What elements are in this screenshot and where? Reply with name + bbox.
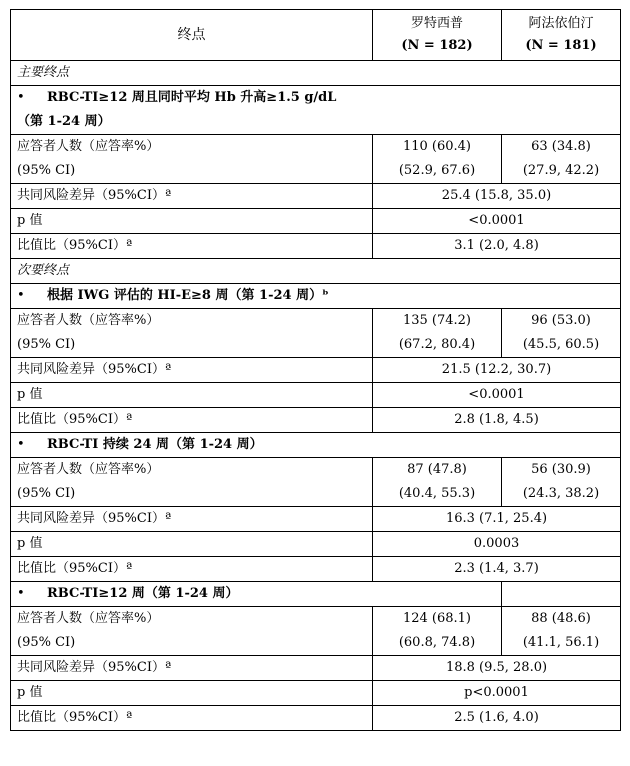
- risk-diff-value: 21.5 (12.2, 30.7): [373, 358, 621, 383]
- block-title: [11, 284, 621, 309]
- block-title-line1: RBC-TI 持续 24 周（第 1-24 周）: [47, 437, 263, 452]
- block-title-line1: RBC-TI≥12 周且同时平均 Hb 升高≥1.5 g/dL: [47, 90, 337, 105]
- ci-value-col1: (52.9, 67.6): [398, 163, 476, 178]
- block-title-row: [11, 284, 621, 309]
- section-primary: 主要终点: [11, 61, 621, 86]
- header-row: [11, 10, 621, 61]
- responders-col1: [373, 458, 502, 507]
- results-table: [10, 9, 621, 731]
- bullet-icon: •: [17, 288, 25, 303]
- odds-ratio-label: 比值比（95%CI）ª: [11, 234, 373, 259]
- odds-ratio-row: [11, 408, 621, 433]
- resp-value-col1: 110 (60.4): [402, 139, 472, 154]
- block-title: [11, 582, 502, 607]
- risk-diff-label: 共同风险差异（95%CI）ª: [11, 507, 373, 532]
- odds-ratio-value: 2.5 (1.6, 4.0): [373, 706, 621, 731]
- odds-ratio-label: 比值比（95%CI）ª: [11, 557, 373, 582]
- odds-ratio-row: [11, 557, 621, 582]
- odds-ratio-value: 3.1 (2.0, 4.8): [373, 234, 621, 259]
- p-value: <0.0001: [373, 209, 621, 234]
- responders-col1: [373, 135, 502, 184]
- section-row-secondary: [11, 259, 621, 284]
- responders-row: [11, 458, 621, 507]
- responders-col2: [502, 309, 621, 358]
- p-value: 0.0003: [373, 532, 621, 557]
- odds-ratio-row: [11, 234, 621, 259]
- header-col2-n: (N = 181): [525, 38, 597, 53]
- odds-ratio-row: [11, 706, 621, 731]
- responders-col2: [502, 458, 621, 507]
- responders-col1: [373, 309, 502, 358]
- p-value-label: p 值: [11, 209, 373, 234]
- odds-ratio-label: 比值比（95%CI）ª: [11, 706, 373, 731]
- p-value-row: [11, 383, 621, 408]
- header-col2: [502, 10, 621, 61]
- block-title-empty-cell: [502, 582, 621, 607]
- p-value: <0.0001: [373, 383, 621, 408]
- responders-label: [11, 135, 373, 184]
- risk-diff-row: [11, 358, 621, 383]
- bullet-icon: •: [17, 586, 25, 601]
- ci-label-text: (95% CI): [17, 486, 76, 501]
- resp-value-col2: 96 (53.0): [531, 313, 591, 328]
- responders-label-text: 应答者人数（应答率%）: [17, 462, 160, 477]
- responders-label: [11, 309, 373, 358]
- resp-value-col2: 88 (48.6): [531, 611, 591, 626]
- bullet-icon: •: [17, 437, 25, 452]
- responders-col2: [502, 607, 621, 656]
- p-value-row: [11, 681, 621, 706]
- risk-diff-value: 25.4 (15.8, 35.0): [373, 184, 621, 209]
- resp-value-col1: 124 (68.1): [402, 611, 472, 626]
- block-title-line1: 根据 IWG 评估的 HI-E≥8 周（第 1-24 周）ᵇ: [47, 288, 329, 303]
- resp-value-col2: 63 (34.8): [531, 139, 591, 154]
- p-value-label: p 值: [11, 532, 373, 557]
- block-title-row: [11, 433, 621, 458]
- responders-row: [11, 309, 621, 358]
- risk-diff-label: 共同风险差异（95%CI）ª: [11, 184, 373, 209]
- p-value-row: [11, 532, 621, 557]
- section-secondary: 次要终点: [11, 259, 621, 284]
- block-title-line1: RBC-TI≥12 周（第 1-24 周）: [47, 586, 239, 601]
- responders-label-text: 应答者人数（应答率%）: [17, 313, 160, 328]
- resp-value-col1: 87 (47.8): [407, 462, 467, 477]
- risk-diff-row: [11, 656, 621, 681]
- p-value: p<0.0001: [373, 681, 621, 706]
- header-col1-name: 罗特西普: [410, 16, 463, 31]
- header-col1: [373, 10, 502, 61]
- risk-diff-label: 共同风险差异（95%CI）ª: [11, 656, 373, 681]
- block-title-row: [11, 86, 621, 135]
- block-title: [11, 86, 621, 135]
- ci-label-text: (95% CI): [17, 337, 76, 352]
- risk-diff-row: [11, 184, 621, 209]
- responders-label: [11, 458, 373, 507]
- ci-value-col2: (41.1, 56.1): [522, 635, 600, 650]
- ci-value-col1: (67.2, 80.4): [398, 337, 476, 352]
- responders-col2: [502, 135, 621, 184]
- risk-diff-row: [11, 507, 621, 532]
- ci-value-col2: (27.9, 42.2): [522, 163, 600, 178]
- responders-col1: [373, 607, 502, 656]
- odds-ratio-value: 2.8 (1.8, 4.5): [373, 408, 621, 433]
- header-endpoint: 终点: [11, 10, 373, 61]
- ci-label-text: (95% CI): [17, 163, 76, 178]
- responders-row: [11, 135, 621, 184]
- responders-label: [11, 607, 373, 656]
- ci-value-col1: (60.8, 74.8): [398, 635, 476, 650]
- header-col2-name: 阿法依伯汀: [528, 16, 594, 31]
- resp-value-col2: 56 (30.9): [531, 462, 591, 477]
- responders-label-text: 应答者人数（应答率%）: [17, 611, 160, 626]
- ci-value-col2: (45.5, 60.5): [522, 337, 600, 352]
- p-value-row: [11, 209, 621, 234]
- resp-value-col1: 135 (74.2): [402, 313, 472, 328]
- odds-ratio-label: 比值比（95%CI）ª: [11, 408, 373, 433]
- ci-label-text: (95% CI): [17, 635, 76, 650]
- block-title-row: [11, 582, 621, 607]
- block-title-line2: （第 1-24 周）: [17, 114, 111, 129]
- block-title: [11, 433, 621, 458]
- ci-value-col1: (40.4, 55.3): [398, 486, 476, 501]
- risk-diff-label: 共同风险差异（95%CI）ª: [11, 358, 373, 383]
- section-row-primary: [11, 61, 621, 86]
- risk-diff-value: 16.3 (7.1, 25.4): [373, 507, 621, 532]
- responders-row: [11, 607, 621, 656]
- header-col1-n: (N = 182): [401, 38, 473, 53]
- responders-label-text: 应答者人数（应答率%）: [17, 139, 160, 154]
- ci-value-col2: (24.3, 38.2): [522, 486, 600, 501]
- p-value-label: p 值: [11, 383, 373, 408]
- risk-diff-value: 18.8 (9.5, 28.0): [373, 656, 621, 681]
- odds-ratio-value: 2.3 (1.4, 3.7): [373, 557, 621, 582]
- bullet-icon: •: [17, 90, 25, 105]
- p-value-label: p 值: [11, 681, 373, 706]
